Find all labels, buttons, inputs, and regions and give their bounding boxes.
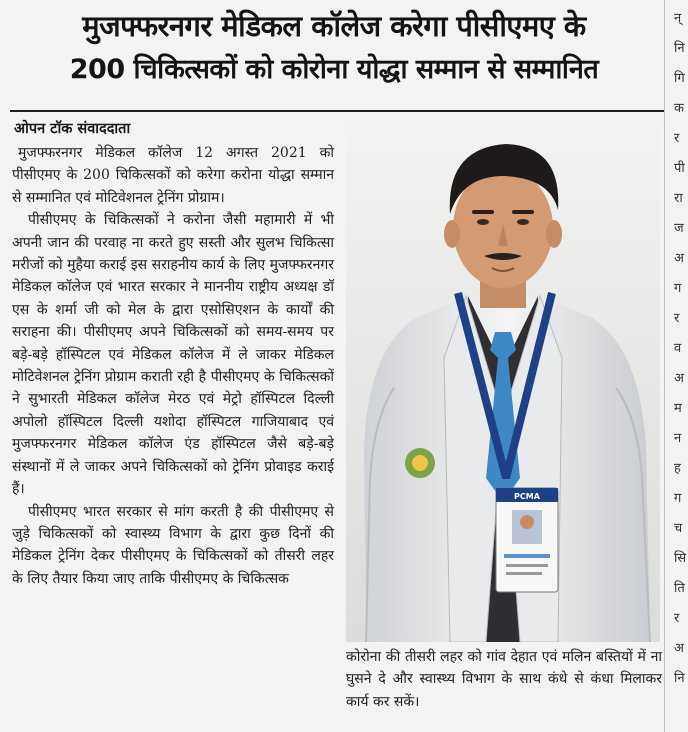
headline-line-2: 200 चिकित्सकों को कोरोना योद्धा सम्मान से सम्मानित xyxy=(69,54,599,85)
edge-glyph: नि xyxy=(674,41,685,56)
headline-line-1: मुजफ्फरनगर मेडिकल कॉलेज करेगा पीसीएमए के xyxy=(82,9,586,43)
edge-glyph: व xyxy=(674,341,682,356)
edge-glyph: च xyxy=(674,521,683,536)
edge-glyph: म xyxy=(674,401,682,416)
edge-glyph: ति xyxy=(674,581,685,596)
edge-glyph: न् xyxy=(674,11,682,26)
article-body xyxy=(12,142,334,590)
edge-glyph: ग xyxy=(674,491,682,506)
edge-glyph: र xyxy=(674,611,680,626)
headline-divider xyxy=(10,110,664,112)
edge-glyph: गि xyxy=(674,71,685,86)
edge-glyph: र xyxy=(674,131,680,146)
paragraph-1: मुजफ्फरनगर मेडिकल कॉलेज 12 अगस्त 2021 को पीसीएमए के 200 चिकित्सकों को करेगा करोना योद्धा सम्मान से सम्मानित एवं मोटिवेशनल ट्रेनिंग प्रोग्राम। xyxy=(12,145,334,206)
id-card-label: PCMA xyxy=(514,492,540,501)
photo-caption: कोरोना की तीसरी लहर को गांव देहात एवं मलिन बस्तियों में ना घुसने दे और स्वास्थ्य विभाग के साथ कंधे से कंधा मिलाकर कार्य कर सकें। xyxy=(346,649,662,710)
adjacent-column-edge xyxy=(668,0,688,732)
byline: ओपन टॉक संवाददाता xyxy=(14,121,131,137)
edge-glyph: रा xyxy=(674,191,683,206)
edge-glyph: अ xyxy=(674,641,684,656)
edge-glyph: अ xyxy=(674,251,684,266)
doctor-illustration xyxy=(346,118,660,642)
edge-glyph: न xyxy=(674,431,682,446)
paragraph-3: पीसीएमए भारत सरकार से मांग करती है की पीसीएमए से जुड़े चिकित्सकों को स्वास्थ्य विभाग के द्वारा कुछ दिनों की मेडिकल ट्रेनिंग देकर पीसीएमए के चिकित्सकों को तीसरी लहर के लिए तैयार किया जाए ताकि पीसीएमए के चिकित्सक xyxy=(12,503,334,587)
doctor-photo xyxy=(346,118,660,642)
edge-glyph: अ xyxy=(674,371,684,386)
edge-glyph: पी xyxy=(674,161,685,176)
edge-glyph: नि xyxy=(674,671,685,686)
edge-glyph: ज xyxy=(674,221,684,236)
edge-glyph: ग xyxy=(674,281,682,296)
edge-glyph: र xyxy=(674,311,680,326)
column-gutter xyxy=(664,0,665,732)
edge-glyph: ह xyxy=(674,461,681,476)
paragraph-2: पीसीएमए के चिकित्सकों ने करोना जैसी महामारी में भी अपनी जान की परवाह ना करते हुए सस्ती और सुलभ चिकित्सा मरीजों को मुहैया कराई इस सराहनीय कार्य के लिए मुजफ्फरनगर मेडिकल कॉलेज एवं भारत सरकार ने माननीय राष्ट्रीय अध्यक्ष डॉ एस के शर्मा जी को मेल के द्वारा एसोसिएशन के कार्यों की सराहना की। पीसीएमए अपने चिकित्सकों को समय-समय पर बड़े-बड़े हॉस्पिटल एवं मेडिकल कॉलेज में ले जाकर मेडिकल मोटिवेशनल ट्रेनिंग प्रोग्राम कराती रही है पीसीएमए के चिकित्सकों ने सुभारती मेडिकल कॉलेज मेरठ एवं मेट्रो हॉस्पिटल दिल्ली अपोलो हॉस्पिटल दिल्ली यशोदा हॉस्पिटल गाजियाबाद एवं मुजफ्फरनगर मेडिकल कॉलेज एंड हॉस्पिटल जैसे बड़े-बड़े संस्थानों में ले जाकर अपने चिकित्सकों को ट्रेनिंग प्रोवाइड कराई हैं। xyxy=(12,212,334,498)
edge-glyph: सि xyxy=(674,551,687,566)
edge-glyph: क xyxy=(674,101,684,116)
headline xyxy=(0,4,668,92)
